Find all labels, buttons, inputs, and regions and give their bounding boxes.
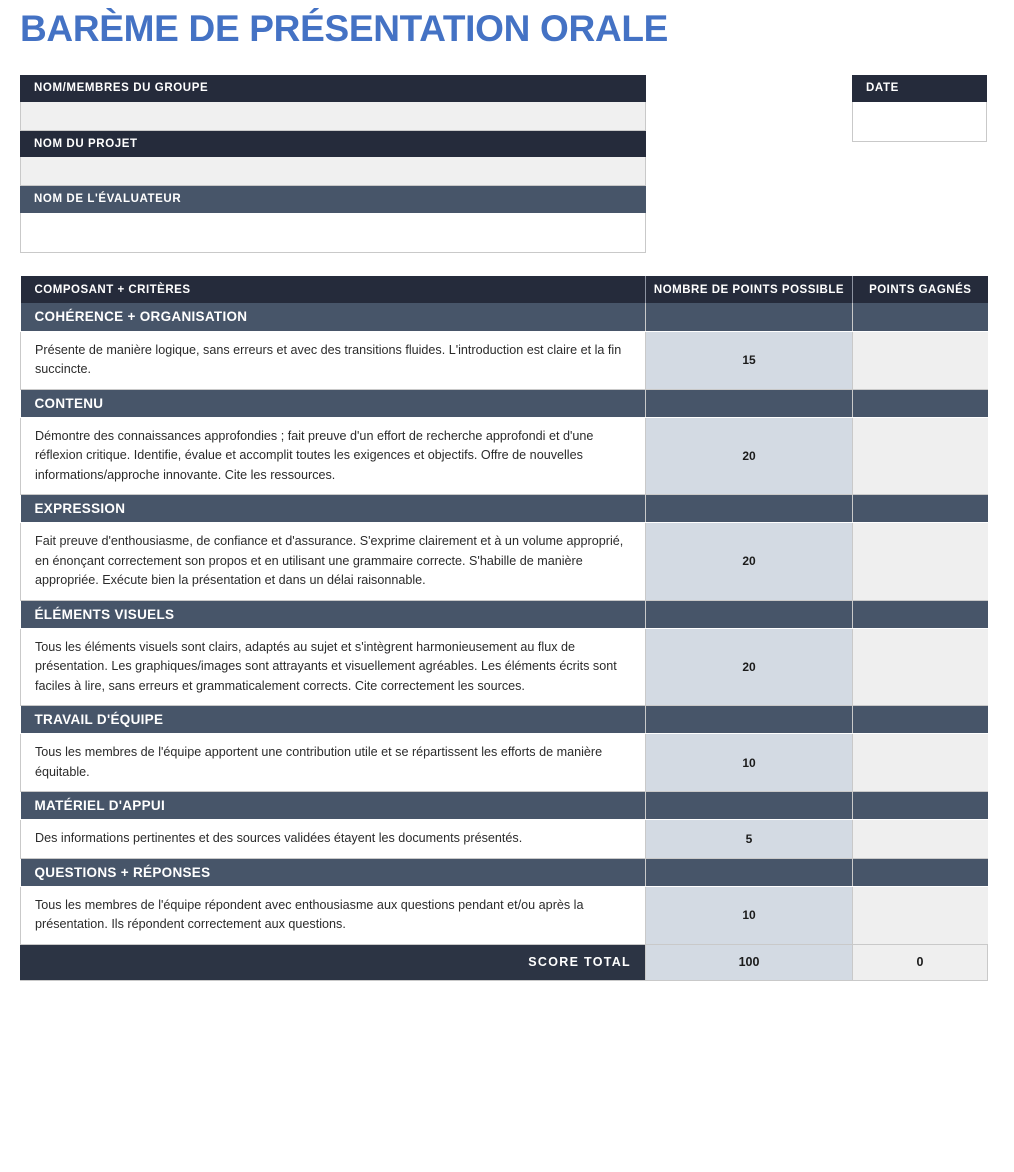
section-spacer-possible	[646, 389, 853, 417]
header-points-possible: NOMBRE DE POINTS POSSIBLE	[646, 276, 853, 303]
section-spacer-possible	[646, 495, 853, 523]
total-label: SCORE TOTAL	[21, 944, 646, 980]
points-possible-cell: 20	[646, 417, 853, 495]
criteria-row	[21, 628, 988, 706]
criteria-row	[21, 523, 988, 601]
section-spacer-possible	[646, 858, 853, 886]
date-input[interactable]	[852, 102, 987, 142]
section-spacer-earned	[853, 495, 988, 523]
info-block	[20, 75, 646, 253]
points-possible-cell: 20	[646, 628, 853, 706]
total-score-row	[21, 944, 988, 980]
section-title: ÉLÉMENTS VISUELS	[21, 600, 646, 628]
evaluator-name-input[interactable]	[20, 213, 646, 253]
page-title: BARÈME DE PRÉSENTATION ORALE	[20, 8, 669, 49]
header-points-earned: POINTS GAGNÉS	[853, 276, 988, 303]
points-possible-cell: 10	[646, 734, 853, 792]
points-earned-input[interactable]	[853, 886, 988, 944]
rubric-table	[20, 276, 988, 981]
total-points-possible: 100	[646, 944, 853, 980]
criteria-description: Tous les membres de l'équipe répondent avec enthousiasme aux questions pendant et/ou après la présentation. Ils répondent correctement aux questions.	[21, 886, 646, 944]
points-earned-input[interactable]	[853, 417, 988, 495]
points-earned-input[interactable]	[853, 331, 988, 389]
criteria-description: Démontre des connaissances approfondies ; fait preuve d'un effort de recherche approfondi et d'une réflexion critique. Identifie, évalue et accomplit toutes les exigences et objectifs. Offre de nouvelles informations/approche innovante. Cite les ressources.	[21, 417, 646, 495]
date-block	[852, 75, 987, 142]
criteria-row	[21, 820, 988, 859]
section-spacer-earned	[853, 706, 988, 734]
section-spacer-possible	[646, 303, 853, 331]
points-possible-cell: 10	[646, 886, 853, 944]
evaluator-name-label: NOM DE L'ÉVALUATEUR	[20, 186, 646, 213]
section-spacer-earned	[853, 792, 988, 820]
criteria-row	[21, 331, 988, 389]
section-header-row	[21, 389, 988, 417]
criteria-description: Fait preuve d'enthousiasme, de confiance et d'assurance. S'exprime clairement et à un volume approprié, en énonçant correctement son propos et en utilisant une grammaire correcte. S'habille de manière appropriée. Exécute bien la présentation et dans un délai raisonnable.	[21, 523, 646, 601]
criteria-description: Présente de manière logique, sans erreurs et avec des transitions fluides. L'introduction est claire et la fin succincte.	[21, 331, 646, 389]
section-spacer-possible	[646, 706, 853, 734]
section-header-row	[21, 792, 988, 820]
points-earned-input[interactable]	[853, 628, 988, 706]
group-name-label: NOM/MEMBRES DU GROUPE	[20, 75, 646, 102]
criteria-description: Des informations pertinentes et des sources validées étayent les documents présentés.	[21, 820, 646, 859]
points-possible-cell: 5	[646, 820, 853, 859]
section-spacer-possible	[646, 600, 853, 628]
total-points-earned: 0	[853, 944, 988, 980]
criteria-description: Tous les membres de l'équipe apportent une contribution utile et se répartissent les efforts de manière équitable.	[21, 734, 646, 792]
section-spacer-earned	[853, 858, 988, 886]
points-earned-input[interactable]	[853, 734, 988, 792]
section-header-row	[21, 495, 988, 523]
points-possible-cell: 20	[646, 523, 853, 601]
section-spacer-earned	[853, 389, 988, 417]
section-spacer-possible	[646, 792, 853, 820]
criteria-row	[21, 734, 988, 792]
section-title: TRAVAIL D'ÉQUIPE	[21, 706, 646, 734]
project-name-label: NOM DU PROJET	[20, 131, 646, 158]
group-name-input[interactable]	[20, 102, 646, 131]
section-title: QUESTIONS + RÉPONSES	[21, 858, 646, 886]
section-title: EXPRESSION	[21, 495, 646, 523]
section-header-row	[21, 858, 988, 886]
section-header-row	[21, 706, 988, 734]
header-criteria: COMPOSANT + CRITÈRES	[21, 276, 646, 303]
table-header-row	[21, 276, 988, 303]
project-name-input[interactable]	[20, 157, 646, 186]
criteria-description: Tous les éléments visuels sont clairs, adaptés au sujet et s'intègrent harmonieusement au flux de présentation. Les graphiques/images sont attrayants et visuellement agréables. Les éléments écrits sont faciles à lire, sans erreurs et grammaticalement corrects. Cite correctement les sources.	[21, 628, 646, 706]
points-earned-input[interactable]	[853, 523, 988, 601]
criteria-row	[21, 417, 988, 495]
section-spacer-earned	[853, 600, 988, 628]
section-title: MATÉRIEL D'APPUI	[21, 792, 646, 820]
criteria-row	[21, 886, 988, 944]
section-header-row	[21, 303, 988, 331]
section-title: CONTENU	[21, 389, 646, 417]
points-earned-input[interactable]	[853, 820, 988, 859]
points-possible-cell: 15	[646, 331, 853, 389]
section-header-row	[21, 600, 988, 628]
section-title: COHÉRENCE + ORGANISATION	[21, 303, 646, 331]
date-label: DATE	[852, 75, 987, 102]
section-spacer-earned	[853, 303, 988, 331]
